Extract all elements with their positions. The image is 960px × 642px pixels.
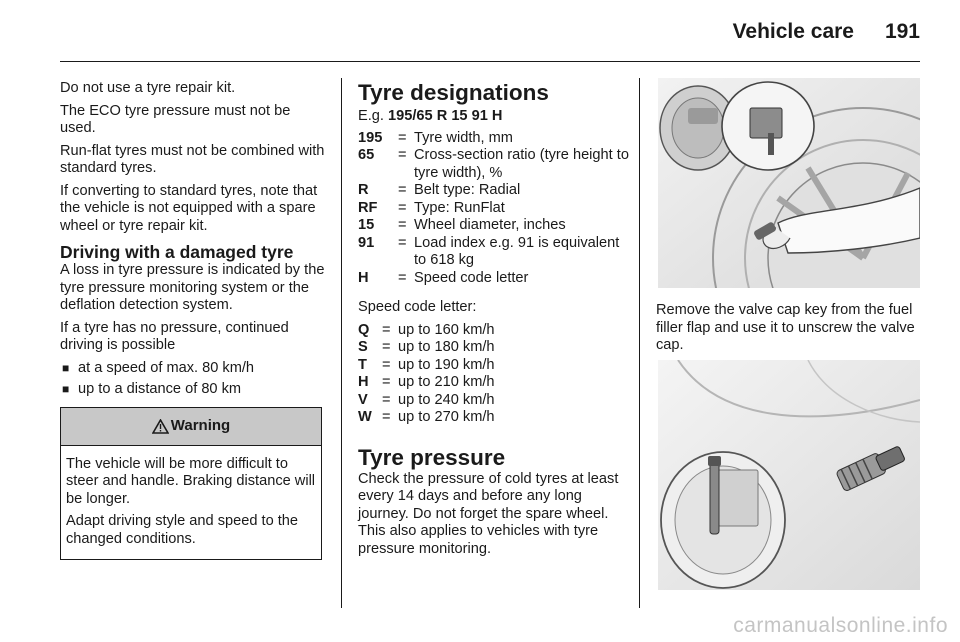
definition-value: up to 210 km/h <box>398 374 495 390</box>
definition-key: W <box>358 409 372 425</box>
paragraph: Adapt driving style and speed to the changed conditions. <box>66 513 299 547</box>
definition-key: T <box>358 356 367 373</box>
illustration-caption: Remove the valve cap key from the fuel filler flap and use it to unscrew the valve cap. <box>656 302 915 353</box>
definition-key: 65 <box>358 147 375 163</box>
definition-equals: = <box>398 234 407 251</box>
definition-row <box>358 217 630 235</box>
column-middle <box>358 80 630 563</box>
definition-key: RF <box>358 199 378 216</box>
warning-box <box>60 407 322 561</box>
definition-row <box>358 392 630 410</box>
paragraph: If a tyre has no pressure, continued driving is possible <box>60 319 289 353</box>
section-title: Vehicle care <box>732 20 854 43</box>
definition-row <box>358 322 630 340</box>
definition-value: Tyre width, mm <box>414 129 513 146</box>
definition-value: Speed code letter <box>414 269 529 286</box>
definition-value: Cross-section ratio (tyre height to tyre width), % <box>414 147 629 181</box>
definition-value: Belt type: Radial <box>414 182 521 198</box>
definition-key: 91 <box>358 234 375 251</box>
designation-list <box>358 130 630 288</box>
heading-tyre-pressure: Tyre pressure <box>358 444 506 470</box>
definition-key: Q <box>358 321 370 338</box>
definition-value: up to 190 km/h <box>398 356 495 373</box>
definition-value: Type: RunFlat <box>414 199 505 216</box>
definition-key: H <box>358 374 369 390</box>
definition-equals: = <box>382 356 391 373</box>
definition-row <box>358 357 630 375</box>
bullet-marker: ■ <box>62 382 70 396</box>
definition-row <box>358 130 630 148</box>
definition-key: V <box>358 391 368 408</box>
paragraph: If converting to standard tyres, note that the vehicle is not equipped with a spare wheel or tyre repair kit. <box>60 182 318 234</box>
warning-triangle-icon <box>152 419 169 434</box>
paragraph: The ECO tyre pressure must not be used. <box>60 102 291 136</box>
definition-value: Load index e.g. 91 is equivalent to 618 kg <box>414 234 620 268</box>
definition-equals: = <box>382 374 391 390</box>
column-left <box>60 80 330 560</box>
definition-key: 15 <box>358 217 375 233</box>
designation-example <box>358 108 630 126</box>
definition-key: H <box>358 269 369 286</box>
definition-value: up to 160 km/h <box>398 321 495 338</box>
definition-key: S <box>358 339 368 355</box>
definition-row <box>358 374 630 392</box>
speed-code-list <box>358 322 630 427</box>
paragraph: The vehicle will be more difficult to steer and handle. Braking distance will be longer. <box>66 455 316 507</box>
definition-key: 195 <box>358 129 383 146</box>
definition-equals: = <box>398 129 407 146</box>
definition-value: up to 270 km/h <box>398 409 495 425</box>
paragraph: A loss in tyre pressure is indicated by the tyre pressure monitoring system or the deflation detection system. <box>60 262 325 313</box>
definition-value: Wheel diameter, inches <box>414 217 566 233</box>
definition-equals: = <box>398 217 407 233</box>
definition-equals: = <box>382 339 391 355</box>
heading-damaged-tyre: Driving with a damaged tyre <box>60 242 294 262</box>
page-header <box>60 18 920 62</box>
paragraph: Run-flat tyres must not be combined with standard tyres. <box>60 142 325 176</box>
definition-key: R <box>358 182 369 198</box>
example-code: 195/65 R 15 91 H <box>388 108 503 124</box>
definition-row <box>358 200 630 218</box>
definition-value: up to 180 km/h <box>398 339 495 355</box>
definition-equals: = <box>382 321 391 338</box>
paragraph: Do not use a tyre repair kit. <box>60 80 236 96</box>
list-item <box>60 381 330 399</box>
warning-body <box>61 446 321 560</box>
definition-row <box>358 409 630 427</box>
column-divider-left <box>341 78 342 608</box>
definition-equals: = <box>398 269 407 286</box>
watermark: carmanualsonline.info <box>733 614 948 637</box>
warning-title: Warning <box>170 417 231 435</box>
list-item <box>60 360 330 378</box>
definition-equals: = <box>382 391 391 408</box>
definition-equals: = <box>398 147 407 163</box>
illustration-valve-cap-key <box>658 360 920 590</box>
definition-row <box>358 182 630 200</box>
definition-equals: = <box>382 409 391 425</box>
heading-tyre-designations: Tyre designations <box>358 80 549 105</box>
definition-value: up to 240 km/h <box>398 391 495 408</box>
speed-code-label: Speed code letter: <box>358 299 477 315</box>
definition-equals: = <box>398 182 407 198</box>
example-prefix: E.g. <box>358 108 384 124</box>
definition-row <box>358 270 630 288</box>
page-number: 191 <box>884 20 920 43</box>
warning-header <box>61 408 321 446</box>
definition-row <box>358 235 630 270</box>
list-item-text: at a speed of max. 80 km/h <box>78 359 255 376</box>
paragraph: Check the pressure of cold tyres at least every 14 days and before any long journey. Do not forget the spare wheel. This also applies to vehicles with tyre pressure monitoring. <box>358 470 619 557</box>
definition-equals: = <box>398 199 407 216</box>
definition-row <box>358 147 630 182</box>
definition-row <box>358 339 630 357</box>
illustration-fuel-flap-valve-key <box>658 78 920 288</box>
bullet-marker: ■ <box>62 360 70 375</box>
list-item-text: up to a distance of 80 km <box>78 381 242 397</box>
column-divider-right <box>639 78 640 608</box>
